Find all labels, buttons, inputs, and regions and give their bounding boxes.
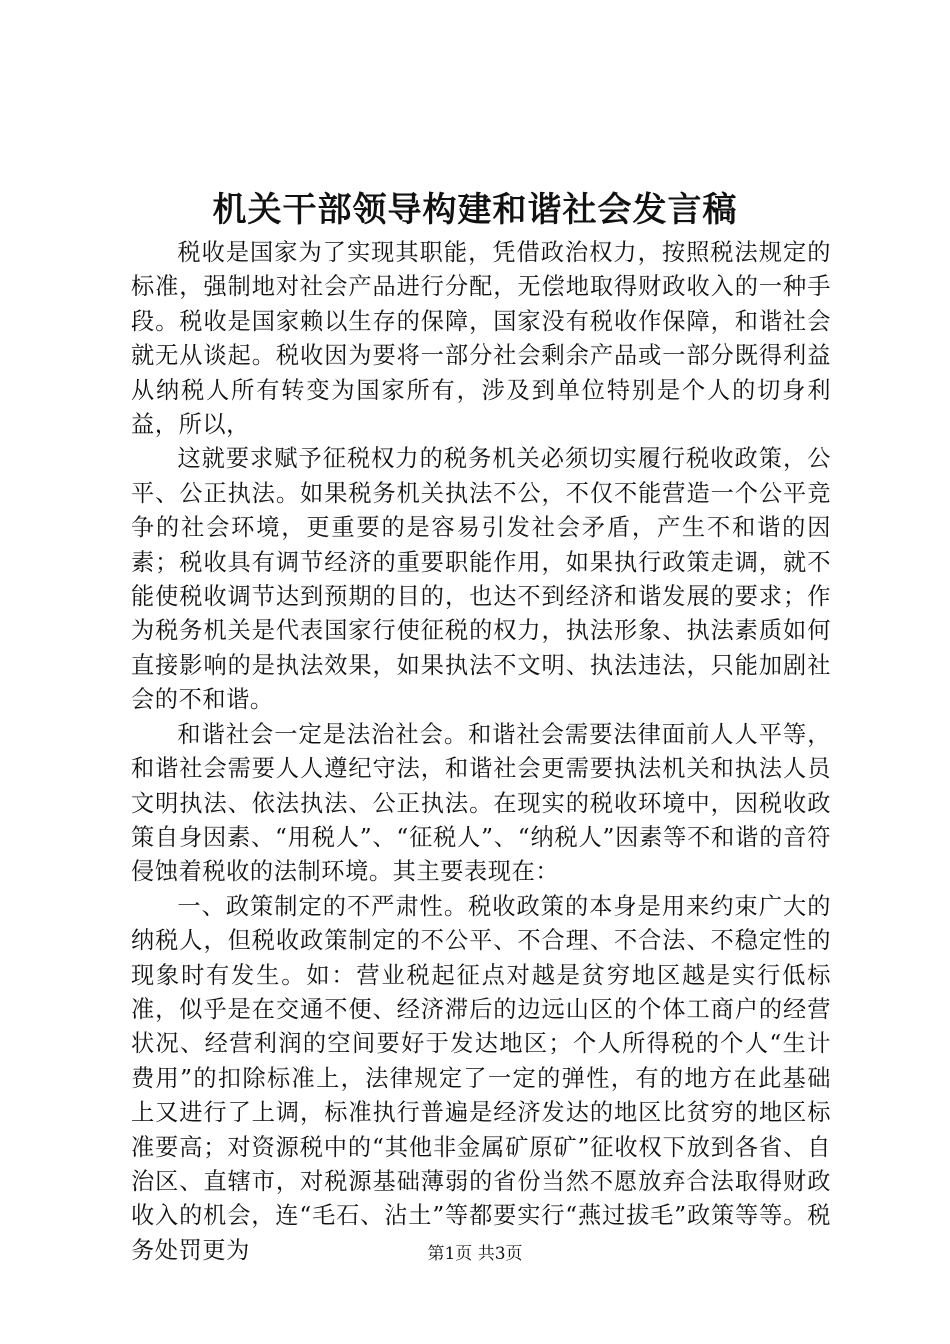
document-title: 机关干部领导构建和谐社会发言稿 — [212, 190, 738, 230]
page-number-footer: 第1页 共3页 — [427, 1244, 523, 1264]
paragraph: 这就要求赋予征税权力的税务机关必须切实履行税收政策，公平、公正执法。如果税务机关执法不公，不仅不能营造一个公平竞争的社会环境，更重要的是容易引发社会矛盾，产生不和谐的因素；税收具有调节经济的重要职能作用，如果执行政策走调，就不能使税收调节达到预期的目的，也达不到经济和谐发展的要求；作为税务机关是代表国家行使征税的权力，执法形象、执法素质如何直接影响的是执法效果，如果执法不文明、执法违法，只能加剧社会的不和谐。 — [131, 445, 831, 714]
paragraph: 和谐社会一定是法治社会。和谐社会需要法律面前人人平等，和谐社会需要人人遵纪守法，和谐社会更需要执法机关和执法人员文明执法、依法执法、公正执法。在现实的税收环境中，因税收政策自身因素、“用税人”、“征税人”、“纳税人”因素等不和谐的音符侵蚀着税收的法制环境。其主要表现在： — [131, 720, 831, 886]
paragraph: 税收是国家为了实现其职能，凭借政治权力，按照税法规定的标准，强制地对社会产品进行分配，无偿地取得财政收入的一种手段。税收是国家赖以生存的保障，国家没有税收作保障，和谐社会就无从谈起。税收因为要将一部分社会剩余产品或一部分既得利益从纳税人所有转变为国家所有，涉及到单位特别是个人的切身利益，所以， — [131, 239, 831, 439]
document-body — [131, 236, 831, 1268]
paragraph: 一、政策制定的不严肃性。税收政策的本身是用来约束广大的纳税人，但税收政策制定的不公平、不合理、不合法、不稳定性的现象时有发生。如：营业税起征点对越是贫穷地区越是实行低标准，似乎是在交通不便、经济滞后的边远山区的个体工商户的经营状况、经营利润的空间要好于发达地区；个人所得税的个人“生计费用”的扣除标准上，法律规定了一定的弹性，有的地方在此基础上又进行了上调，标准执行普遍是经济发达的地区比贫穷的地区标准要高；对资源税中的“其他非金属矿原矿”征收权下放到各省、自治区、直辖市，对税源基础薄弱的省份当然不愿放弃合法取得财政收入的机会，连“毛石、沾土”等都要实行“燕过拔毛”政策等等。税务处罚更为 — [131, 892, 831, 1264]
